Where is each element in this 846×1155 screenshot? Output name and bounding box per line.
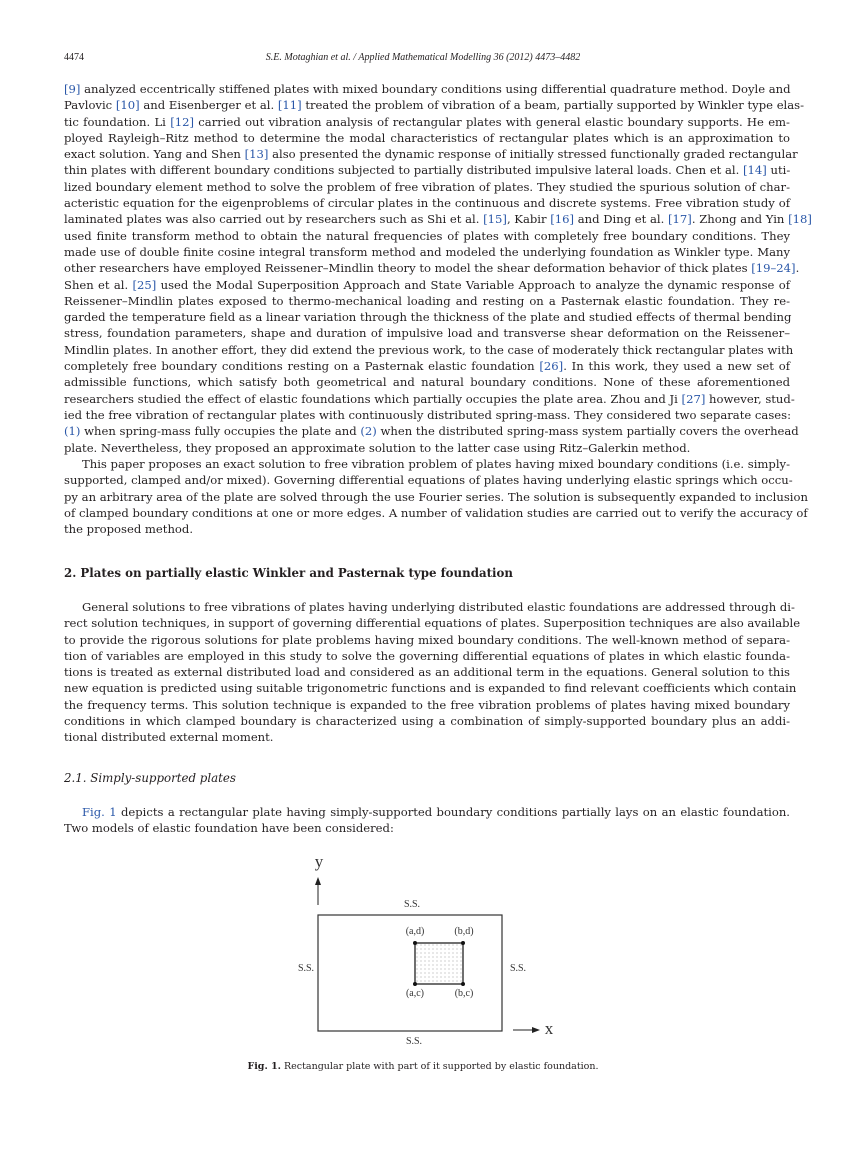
text-line: supported, clamped and/or mixed). Governing differential equations of plates having underlying elastic springs which occu- bbox=[64, 473, 793, 488]
corner-point bbox=[413, 982, 417, 986]
citation-link[interactable]: [19–24] bbox=[751, 261, 796, 276]
page-number: 4474 bbox=[64, 52, 84, 63]
text-line: acteristic equation for the eigenproblems of circular plates in the continuous and discrete systems. Free vibration study of bbox=[64, 196, 790, 211]
citation-link[interactable]: [11] bbox=[277, 98, 302, 113]
text-line: ied the free vibration of rectangular plates with continuously distributed spring-mass. They considered two separate cases: bbox=[64, 407, 791, 422]
citation-link[interactable]: [27] bbox=[681, 391, 706, 406]
citation-link[interactable]: [10] bbox=[115, 98, 140, 113]
text-line: Pavlovic [10] and Eisenberger et al. [11] treated the problem of vibration of a beam, partially supported by Winkler type elas- bbox=[64, 98, 805, 113]
citation-link[interactable]: [9] bbox=[64, 82, 81, 96]
x-arrowhead bbox=[532, 1027, 540, 1033]
text-line: garded the temperature field as a linear variation through the thickness of the plate and studied effects of thermal bending bbox=[64, 310, 792, 325]
corner-point bbox=[461, 982, 465, 986]
corner-point bbox=[413, 941, 417, 945]
citation-link[interactable]: [17] bbox=[668, 212, 692, 227]
text-line: tional distributed external moment. bbox=[64, 730, 274, 745]
citation-link[interactable]: [14] bbox=[743, 163, 767, 178]
text-line: stress, foundation parameters, shape and duration of impulsive load and transverse shear deformation on the Reissener– bbox=[64, 326, 790, 341]
text-line: Mindlin plates. In another effort, they did extend the previous work, to the case of moderately thick rectangular plates with bbox=[64, 342, 794, 357]
citation-link[interactable]: Fig. 1 bbox=[82, 805, 117, 819]
section-heading: 2. Plates on partially elastic Winkler and Pasternak type foundation bbox=[64, 566, 513, 580]
text-line: General solutions to free vibrations of plates having underlying distributed elastic foundations are addressed through di- bbox=[82, 600, 795, 614]
text-line: lized boundary element method to solve the problem of free vibration of plates. They studied the spurious solution of char- bbox=[64, 179, 790, 194]
caption-label: Fig. 1. bbox=[247, 1061, 281, 1072]
text-line: (1) when spring-mass fully occupies the plate and (2) when the distributed spring-mass system partially covers the overhead bbox=[64, 424, 799, 439]
text-line: ployed Rayleigh–Ritz method to determine the modal characteristics of rectangular plates which is an approximation to bbox=[64, 130, 790, 145]
citation-link[interactable]: (2) bbox=[360, 424, 377, 439]
text-line: of clamped boundary conditions at one or more edges. A number of validation studies are carried out to verify the accuracy of bbox=[64, 505, 808, 520]
x-axis-label: x bbox=[544, 1019, 554, 1038]
citation-link[interactable]: [26] bbox=[539, 359, 564, 374]
text-line: completely free boundary conditions resting on a Pasternak elastic foundation [26]. In this work, they used a new set of bbox=[64, 359, 790, 374]
text-line: to provide the rigorous solutions for plate problems having mixed boundary conditions. The well-known method of separa- bbox=[64, 632, 790, 647]
text-line: tions is treated as external distributed load and considered as an additional term in the equations. General solution to this bbox=[64, 665, 790, 680]
citation-link[interactable]: [13] bbox=[244, 147, 269, 162]
citation-link[interactable]: [12] bbox=[170, 114, 194, 129]
text-line: rect solution techniques, in support of governing differential equations of plates. Superposition techniques are also available bbox=[64, 616, 801, 631]
edge-label-right: S.S. bbox=[509, 963, 527, 974]
text-line: laminated plates was also carried out by researchers such as Shi et al. [15], Kabir [16] and Ding et al. [17]. Zhong and Yin [18] bbox=[64, 212, 812, 227]
running-title: S.E. Motaghian et al. / Applied Mathematical Modelling 36 (2012) 4473–4482 bbox=[265, 52, 581, 63]
caption-text: Rectangular plate with part of it supported by elastic foundation. bbox=[280, 1061, 599, 1072]
edge-label-left: S.S. bbox=[297, 963, 315, 974]
text-line: other researchers have employed Reissener–Mindlin theory to model the shear deformation behavior of thick plates [19–24]. bbox=[64, 261, 800, 276]
citation-link[interactable]: [18] bbox=[788, 212, 812, 227]
text-line: Reissener–Mindlin plates exposed to thermo-mechanical loading and resting on a Pasternak elastic foundation. They re- bbox=[64, 293, 790, 308]
text-line: Fig. 1 depicts a rectangular plate having simply-supported boundary conditions partially lays on an elastic foundation. bbox=[82, 805, 790, 819]
edge-label-bottom: S.S. bbox=[405, 1036, 423, 1047]
corner-label-ac: (a,c) bbox=[405, 988, 425, 999]
citation-link[interactable]: [25] bbox=[132, 277, 157, 292]
text-line: This paper proposes an exact solution to free vibration problem of plates having mixed boundary conditions (i.e. simply- bbox=[82, 457, 790, 471]
citation-link[interactable]: (1) bbox=[64, 424, 81, 439]
text-line: thin plates with different boundary conditions subjected to partially distributed impulsive lateral loads. Chen et al. [14] uti- bbox=[64, 163, 791, 178]
citation-link[interactable]: [15] bbox=[483, 212, 507, 227]
text-line: tion of variables are employed in this study to solve the governing differential equations of plates in which elastic founda- bbox=[64, 648, 790, 663]
corner-label-bd: (b,d) bbox=[454, 926, 474, 937]
edge-label-top: S.S. bbox=[403, 899, 421, 910]
text-line: used finite transform method to obtain the natural frequencies of plates with completely free boundary conditions. They bbox=[64, 228, 790, 243]
text-line: conditions in which clamped boundary is characterized using a combination of simply-supported boundary plus an addi- bbox=[64, 714, 790, 729]
text-line: [9] analyzed eccentrically stiffened plates with mixed boundary conditions using differential quadrature method. Doyle and bbox=[64, 82, 791, 96]
text-line: the proposed method. bbox=[64, 522, 194, 537]
subsection-heading: 2.1. Simply-supported plates bbox=[64, 771, 236, 785]
elastic-foundation-region bbox=[415, 943, 463, 984]
figure-caption bbox=[0, 1061, 846, 1072]
citation-link[interactable]: [16] bbox=[550, 212, 575, 227]
corner-label-bc: (b,c) bbox=[454, 988, 474, 999]
y-arrowhead bbox=[315, 877, 321, 885]
text-line: researchers studied the effect of elastic foundations which partially occupies the plate area. Zhou and Ji [27] however, stud- bbox=[64, 391, 795, 406]
text-line: Shen et al. [25] used the Modal Superposition Approach and State Variable Approach to analyze the dynamic response of bbox=[64, 277, 790, 292]
text-line: new equation is predicted using suitable trigonometric functions and is expanded to find relevant coefficients which contain bbox=[64, 681, 797, 696]
text-line: tic foundation. Li [12] carried out vibration analysis of rectangular plates with general elastic boundary supports. He em- bbox=[64, 114, 790, 129]
text-line: made use of double finite cosine integral transform method and modeled the underlying foundation as Winkler type. Many bbox=[64, 244, 790, 259]
y-axis-label: y bbox=[314, 852, 324, 871]
text-line: py an arbitrary area of the plate are solved through the use Fourier series. The solution is subsequently expanded to inclusion bbox=[64, 489, 808, 504]
text-line: the frequency terms. This solution technique is expanded to the free vibration problems of plates having mixed boundary bbox=[64, 697, 790, 712]
text-line: admissible functions, which satisfy both geometrical and natural boundary conditions. None of these aforementioned bbox=[64, 375, 790, 390]
text-line: exact solution. Yang and Shen [13] also presented the dynamic response of initially stressed functionally graded rectangular bbox=[64, 147, 798, 162]
corner-label-ad: (a,d) bbox=[405, 926, 425, 937]
text-line: plate. Nevertheless, they proposed an approximate solution to the latter case using Ritz–Galerkin method. bbox=[64, 440, 691, 455]
corner-point bbox=[461, 941, 465, 945]
text-line: Two models of elastic foundation have been considered: bbox=[64, 821, 394, 836]
